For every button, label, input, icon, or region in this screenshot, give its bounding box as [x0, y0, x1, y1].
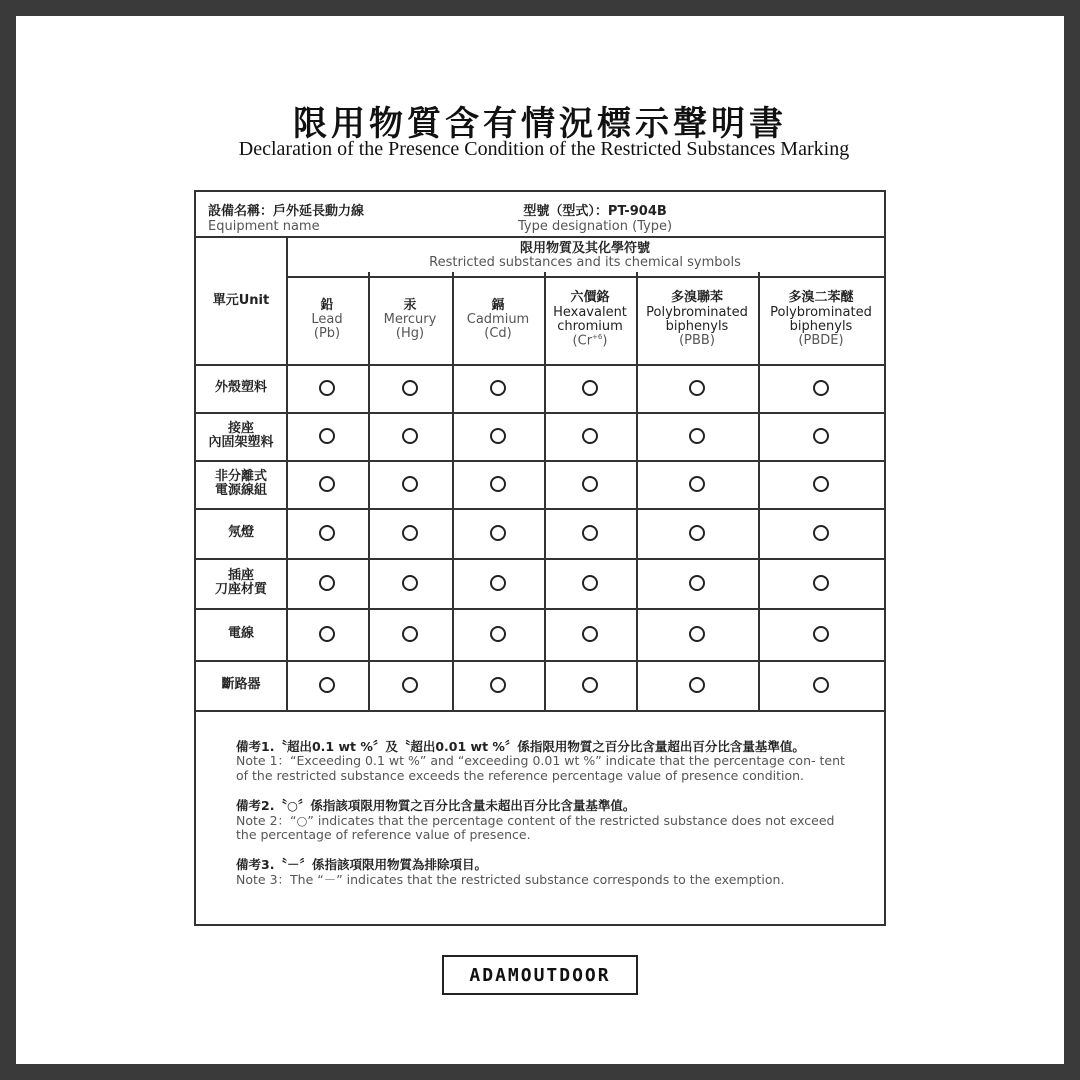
- compliance-circle-icon: [402, 626, 418, 642]
- compliance-circle-icon: [689, 525, 705, 541]
- compliance-circle-icon: [490, 476, 506, 492]
- unit-row-label: [196, 508, 286, 558]
- compliance-circle-icon: [582, 525, 598, 541]
- mark-cell: [368, 558, 452, 608]
- unit-name: 外殼塑料: [214, 379, 267, 395]
- note-2-en: Note 2：“○” indicates that the percentage content of the restricted substance does not exceed the percentage of reference value of presence.: [236, 812, 835, 842]
- compliance-circle-icon: [582, 476, 598, 492]
- chemical-symbol: $(Cr^{+6})$: [572, 333, 608, 349]
- compliance-circle-icon: [319, 380, 335, 396]
- mark-cell: [368, 608, 452, 660]
- mark-cell: [758, 558, 884, 608]
- substance-name-zh: 汞: [403, 297, 417, 313]
- mark-cell: [544, 364, 636, 412]
- mark-cell: [636, 558, 758, 608]
- compliance-circle-icon: [689, 626, 705, 642]
- compliance-circle-icon: [490, 428, 506, 444]
- restricted-substances-header: [286, 236, 884, 276]
- compliance-circle-icon: [402, 575, 418, 591]
- note-2-zh: 備考2.〝○〞係指該項限用物質之百分比含量未超出百分比含量基準值。: [236, 798, 636, 814]
- unit-label: 單元Unit: [212, 293, 270, 308]
- compliance-circle-icon: [813, 380, 829, 396]
- unit-name: 電源線組: [214, 483, 267, 498]
- mark-cell: [452, 508, 544, 558]
- mark-cell: [544, 508, 636, 558]
- mark-cell: [544, 558, 636, 608]
- chemical-symbol: (Hg): [395, 326, 425, 342]
- substance-name-zh: 多溴聯苯: [670, 290, 723, 306]
- compliance-circle-icon: [319, 428, 335, 444]
- unit-row-label: [196, 608, 286, 660]
- compliance-circle-icon: [319, 476, 335, 492]
- compliance-circle-icon: [689, 380, 705, 396]
- unit-name: 電線: [227, 625, 254, 641]
- mark-cell: [544, 460, 636, 508]
- note-1-en: Note 1：“Exceeding 0.1 wt %” and “exceeding 0.01 wt %” indicate that the percentage con- tent of the restricted substance exceeds the reference percentage value of presence condition.: [236, 753, 845, 783]
- chemical-symbol: (PBB): [679, 333, 715, 349]
- mark-cell: [452, 364, 544, 412]
- compliance-circle-icon: [689, 575, 705, 591]
- substance-name-en: Lead: [311, 311, 343, 327]
- compliance-circle-icon: [319, 525, 335, 541]
- equipment-name-zh: 設備名稱：戶外延長動力線: [208, 204, 365, 219]
- brand-logo: ADAMOUTDOOR: [442, 955, 638, 995]
- chemical-symbol: (Cd): [484, 326, 512, 342]
- note-1-zh: 備考1.〝超出0.1 wt %〞及〝超出0.01 wt %〞係指限用物質之百分比含量超出百分比含量基準值。: [236, 739, 805, 754]
- title-chinese: 限用物質含有情況標示聲明書: [293, 104, 787, 144]
- mark-cell: [452, 412, 544, 460]
- type-designation-en: Type designation (Type): [518, 219, 673, 234]
- mark-cell: [636, 660, 758, 710]
- unit-row-label: [196, 412, 286, 460]
- equipment-name-en: Equipment name: [208, 219, 320, 234]
- chemical-symbol: (PBDE): [798, 333, 844, 349]
- mark-cell: [758, 660, 884, 710]
- mark-cell: [636, 460, 758, 508]
- mark-cell: [758, 608, 884, 660]
- substance-name-en: Mercury: [383, 311, 437, 327]
- unit-row-label: [196, 364, 286, 412]
- mark-cell: [452, 608, 544, 660]
- substance-header: [544, 276, 636, 364]
- mark-cell: [636, 412, 758, 460]
- restricted-substances-zh: 限用物質及其化學符號: [519, 240, 650, 256]
- mark-cell: [286, 558, 368, 608]
- note-2: [236, 799, 856, 842]
- compliance-circle-icon: [319, 677, 335, 693]
- compliance-circle-icon: [490, 575, 506, 591]
- mark-cell: [636, 508, 758, 558]
- note-3: [236, 858, 856, 887]
- substance-name-zh: 多溴二苯醚: [788, 290, 854, 306]
- compliance-circle-icon: [319, 575, 335, 591]
- mark-cell: [544, 412, 636, 460]
- compliance-circle-icon: [582, 428, 598, 444]
- mark-cell: [636, 364, 758, 412]
- mark-cell: [452, 460, 544, 508]
- mark-cell: [286, 364, 368, 412]
- mark-cell: [286, 608, 368, 660]
- substance-name-zh: 鉛: [320, 297, 334, 313]
- mark-cell: [368, 364, 452, 412]
- note-3-zh: 備考3.〝－〞係指該項限用物質為排除項目。: [236, 857, 487, 873]
- note-3-en: Note 3：The “－” indicates that the restricted substance corresponds to the exemption.: [236, 871, 785, 887]
- unit-name: 非分離式: [214, 468, 267, 484]
- compliance-circle-icon: [582, 575, 598, 591]
- unit-row-label: [196, 558, 286, 608]
- mark-cell: [758, 508, 884, 558]
- mark-cell: [452, 558, 544, 608]
- compliance-circle-icon: [490, 626, 506, 642]
- compliance-circle-icon: [490, 380, 506, 396]
- unit-name: 內固架塑料: [208, 435, 274, 450]
- compliance-circle-icon: [813, 476, 829, 492]
- compliance-circle-icon: [490, 525, 506, 541]
- compliance-circle-icon: [402, 428, 418, 444]
- substance-name-en: Polybrominated biphenyls: [770, 304, 872, 334]
- substance-name-en: Cadmium: [466, 311, 530, 327]
- compliance-circle-icon: [689, 677, 705, 693]
- unit-name: 接座: [227, 420, 254, 436]
- compliance-circle-icon: [582, 677, 598, 693]
- compliance-circle-icon: [582, 626, 598, 642]
- unit-name: 斷路器: [221, 676, 261, 692]
- type-designation-zh: 型號（型式）：PT-904B: [523, 204, 667, 219]
- title-english: Declaration of the Presence Condition of the Restricted Substances Marking: [238, 138, 850, 160]
- compliance-circle-icon: [813, 677, 829, 693]
- unit-row-label: [196, 460, 286, 508]
- substance-name-zh: 鎘: [491, 297, 505, 313]
- mark-cell: [636, 608, 758, 660]
- substance-header: [368, 276, 452, 364]
- compliance-circle-icon: [813, 575, 829, 591]
- substance-header: [758, 276, 884, 364]
- notes-section: [236, 740, 856, 887]
- table-divider: [196, 710, 884, 712]
- compliance-circle-icon: [402, 380, 418, 396]
- substance-header: [286, 276, 368, 364]
- mark-cell: [286, 660, 368, 710]
- mark-cell: [368, 660, 452, 710]
- unit-name: 氖燈: [227, 524, 254, 540]
- unit-name: 刀座材質: [214, 582, 267, 597]
- compliance-circle-icon: [490, 677, 506, 693]
- mark-cell: [286, 412, 368, 460]
- unit-row-label: [196, 660, 286, 710]
- substance-name-en: Polybrominated biphenyls: [646, 304, 748, 334]
- compliance-circle-icon: [402, 476, 418, 492]
- mark-cell: [544, 608, 636, 660]
- mark-cell: [286, 460, 368, 508]
- compliance-circle-icon: [582, 380, 598, 396]
- unit-name: 插座: [227, 567, 254, 583]
- mark-cell: [368, 460, 452, 508]
- mark-cell: [452, 660, 544, 710]
- restricted-substances-en: Restricted substances and its chemical symbols: [429, 255, 741, 270]
- compliance-circle-icon: [402, 677, 418, 693]
- compliance-circle-icon: [813, 525, 829, 541]
- compliance-circle-icon: [689, 476, 705, 492]
- compliance-circle-icon: [813, 428, 829, 444]
- note-1: [236, 740, 856, 783]
- substance-header: [636, 276, 758, 364]
- compliance-circle-icon: [689, 428, 705, 444]
- mark-cell: [368, 508, 452, 558]
- compliance-circle-icon: [319, 626, 335, 642]
- mark-cell: [286, 508, 368, 558]
- substance-name-en: Hexavalent chromium: [553, 304, 627, 334]
- compliance-circle-icon: [813, 626, 829, 642]
- mark-cell: [758, 364, 884, 412]
- chemical-symbol: (Pb): [313, 326, 341, 342]
- compliance-circle-icon: [402, 525, 418, 541]
- mark-cell: [758, 412, 884, 460]
- unit-header: [196, 236, 286, 364]
- mark-cell: [544, 660, 636, 710]
- mark-cell: [368, 412, 452, 460]
- substance-name-zh: 六價鉻: [570, 290, 610, 306]
- substance-header: [452, 276, 544, 364]
- mark-cell: [758, 460, 884, 508]
